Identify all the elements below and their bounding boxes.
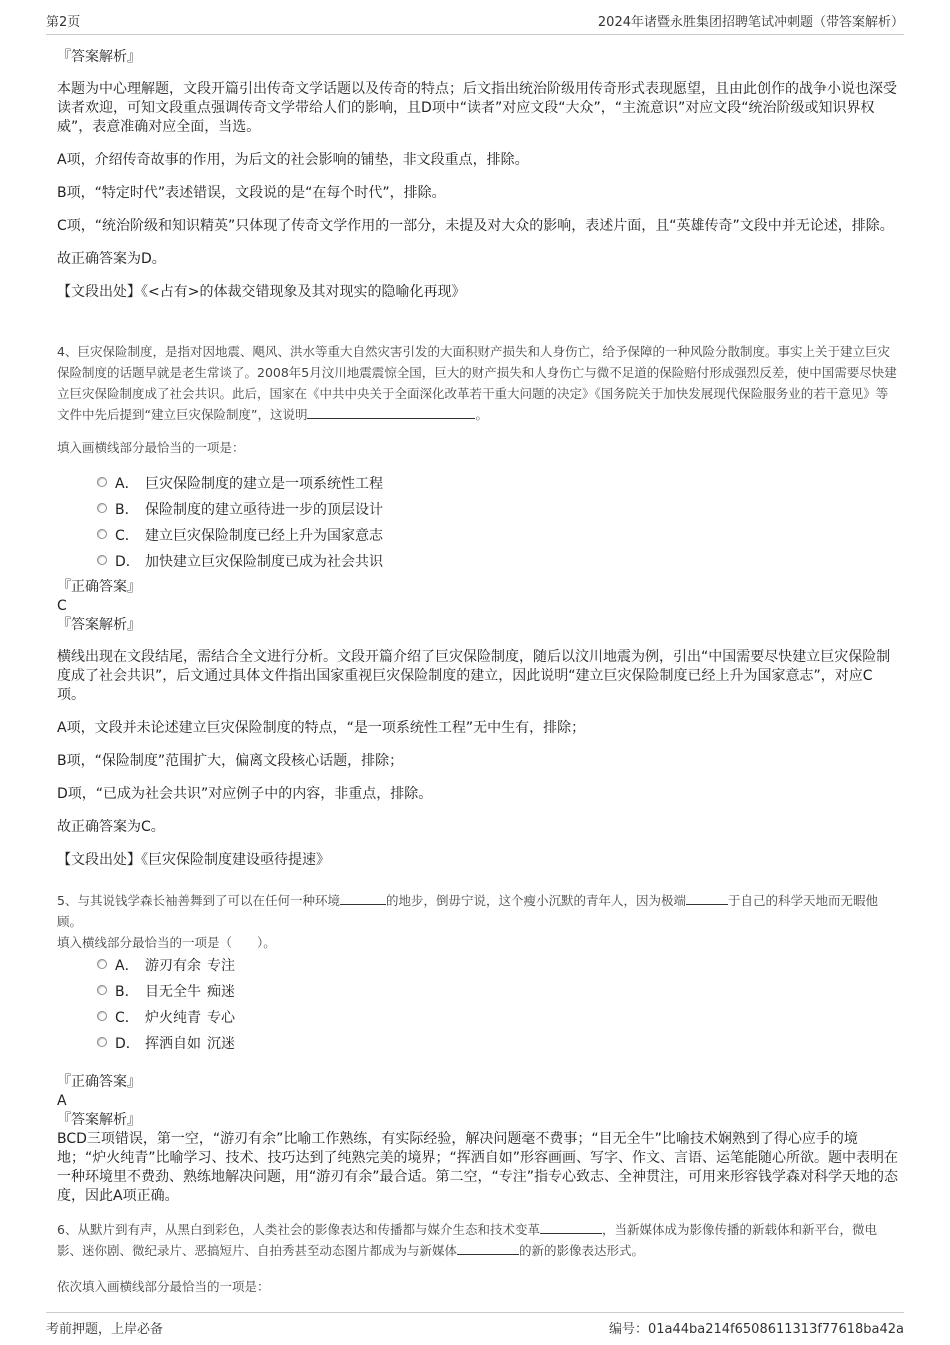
analysis-label: 『答案解析』 [57, 617, 141, 633]
source-citation: 【文段出处】《<占有>的体裁交错现象及其对现实的隐喻化再现》 [57, 284, 466, 300]
document-title: 2024年诸暨永胜集团招聘笔试冲刺题（带答案解析） [597, 15, 904, 30]
answer-blank [307, 406, 475, 419]
q5-answer-section [57, 1073, 899, 1206]
answer-blank [457, 1242, 519, 1255]
correct-answer: A [57, 1093, 67, 1109]
radio-button[interactable] [97, 959, 107, 969]
footer-slogan: 考前押题，上岸必备 [46, 1322, 164, 1337]
radio-button[interactable] [97, 529, 107, 539]
q4-stem: 4、巨灾保险制度，是指对因地震、飓风、洪水等重大自然灾害引发的大面积财产损失和人身伤亡，给予保障的一种风险分散制度。事实上关于建立巨灾保险制度的话题早就是老生常谈了。2008年5月汶川地震震惊全国，巨大的财产损失和人身伤亡与微不足道的保险赔付形成强烈反差，使中国需要尽快建立巨灾保险制度成了社会共识。此后，国家在《中共中央关于全面深化改革若干重大问题的决定》《国务院关于加快发展现代保险服务业的若干意见》等文件中先后提到“建立巨灾保险制度”，这说明 。 [57, 344, 897, 422]
page-footer [46, 1312, 904, 1339]
analysis-paragraph: 横线出现在文段结尾，需结合全文进行分析。文段开篇介绍了巨灾保险制度，随后以汶川地震为例，引出“中国需要尽快建立巨灾保险制度成了社会共识”，后文通过具体文件指出国家重视巨灾保险制度的建立，因此说明“建立巨灾保险制度已经上升为国家意志”，对应C项。 [57, 649, 891, 703]
analysis-conclusion: 故正确答案为D。 [57, 251, 166, 267]
analysis-paragraph: 本题为中心理解题，文段开篇引出传奇文学话题以及传奇的特点；后文指出统治阶级用传奇形式表现愿望，且由此创作的战争小说也深受读者欢迎，可知文段重点强调传奇文学带给人们的影响，且D项中“读者”对应文段“大众”，“主流意识”对应文段“统治阶级或知识界权威”，表意准确对应全面，当选。 [57, 81, 897, 135]
document-code: 编号：01a44ba214f6508611313f77618ba42a [608, 1322, 904, 1337]
answer-label: 『正确答案』 [57, 579, 141, 595]
analysis-label: 『答案解析』 [57, 49, 141, 65]
answer-blank [540, 1221, 602, 1234]
analysis-option-b: B项，“保险制度”范围扩大，偏离文段核心话题，排除； [57, 753, 404, 769]
q6-prompt: 依次填入画横线部分最恰当的一项是： [57, 1279, 270, 1294]
q6-stem: 6、从默片到有声，从黑白到彩色，人类社会的影像表达和传播都与媒介生态和技术变革 ，当新媒体成为影像传播的新载体和新平台，微电影、迷你剧、微纪录片、恶搞短片、自拍秀甚至动态图片都成为与新媒体 的新的影像表达形式。 [57, 1222, 877, 1258]
analysis-conclusion: 故正确答案为C。 [57, 819, 165, 835]
analysis-option-b: B项，“特定时代”表述错误，文段说的是“在每个时代”，排除。 [57, 185, 446, 201]
analysis-label: 『答案解析』 [57, 1112, 141, 1128]
analysis-option-a: A项，介绍传奇故事的作用，为后文的社会影响的铺垫，非文段重点，排除。 [57, 152, 529, 168]
answer-label: 『正确答案』 [57, 1074, 141, 1090]
question-stem: 4、巨灾保险制度，是指对因地震、飓风、洪水等重大自然灾害引发的大面积财产损失和人身伤亡，给予保障的一种风险分散制度。事实上关于建立巨灾保险制度的话题早就是老生常谈了。2008年5月汶川地震震惊全国，巨大的财产损失和人身伤亡与微不足道的保险赔付形成强烈反差，使中国需要尽快建立巨灾保险制度成了社会共识。此后，国家在《中共中央关于全面深化改革若干重大问题的决定》《国务院关于加快发展现代保险服务业的若干意见》等文件中先后提到“建立巨灾保险制度”，这说明 [57, 344, 897, 422]
analysis-option-d: D项，“已成为社会共识”对应例子中的内容，非重点，排除。 [57, 786, 433, 802]
question-prompt: 填入横线部分最恰当的一项是（ ）。 [57, 935, 276, 950]
radio-button[interactable] [97, 985, 107, 995]
radio-button[interactable] [97, 1037, 107, 1047]
analysis-option-a: A项，文段并未论述建立巨灾保险制度的特点，“是一项系统性工程”无中生有，排除； [57, 720, 586, 736]
analysis-option-c: C项，“统治阶级和知识精英”只体现了传奇文学作用的一部分，未提及对大众的影响，表述片面，且“英雄传奇”文段中并无论述，排除。 [57, 218, 894, 234]
radio-button[interactable] [97, 555, 107, 565]
radio-button[interactable] [97, 1011, 107, 1021]
q5-stem: 5、与其说钱学森长袖善舞到了可以在任何一种环境 的地步，倒毋宁说，这个瘦小沉默的青年人，因为极端 于自己的科学天地而无暇他顾。 填入横线部分最恰当的一项是（ ）。 [57, 890, 899, 953]
answer-blank [340, 892, 386, 905]
page-header [46, 8, 904, 35]
source-citation: 【文段出处】《巨灾保险制度建设亟待提速》 [57, 852, 330, 868]
q3-analysis-section [57, 48, 899, 302]
q4-prompt: 填入画横线部分最恰当的一项是： [57, 440, 245, 455]
answer-blank [686, 892, 728, 905]
page-number: 第2页 [46, 15, 81, 30]
radio-button[interactable] [97, 503, 107, 513]
q4-answer-section [57, 578, 899, 870]
analysis-paragraph: BCD三项错误，第一空，“游刃有余”比喻工作熟练，有实际经验，解决问题毫不费事；“目无全牛”比喻技术娴熟到了得心应手的境地；“炉火纯青”比喻学习、技术、技巧达到了纯熟完美的境界；“挥洒自如”形容画画、写字、作文、言语、运笔能随心所欲。题中表明在一种环境里不费劲、熟练地解决问题，用“游刃有余”最合适。第二空，“专注”指专心致志、全神贯注，可用来形容钱学森对科学天地的态度，因此A项正确。 [57, 1131, 899, 1204]
radio-button[interactable] [97, 477, 107, 487]
correct-answer: C [57, 598, 67, 614]
